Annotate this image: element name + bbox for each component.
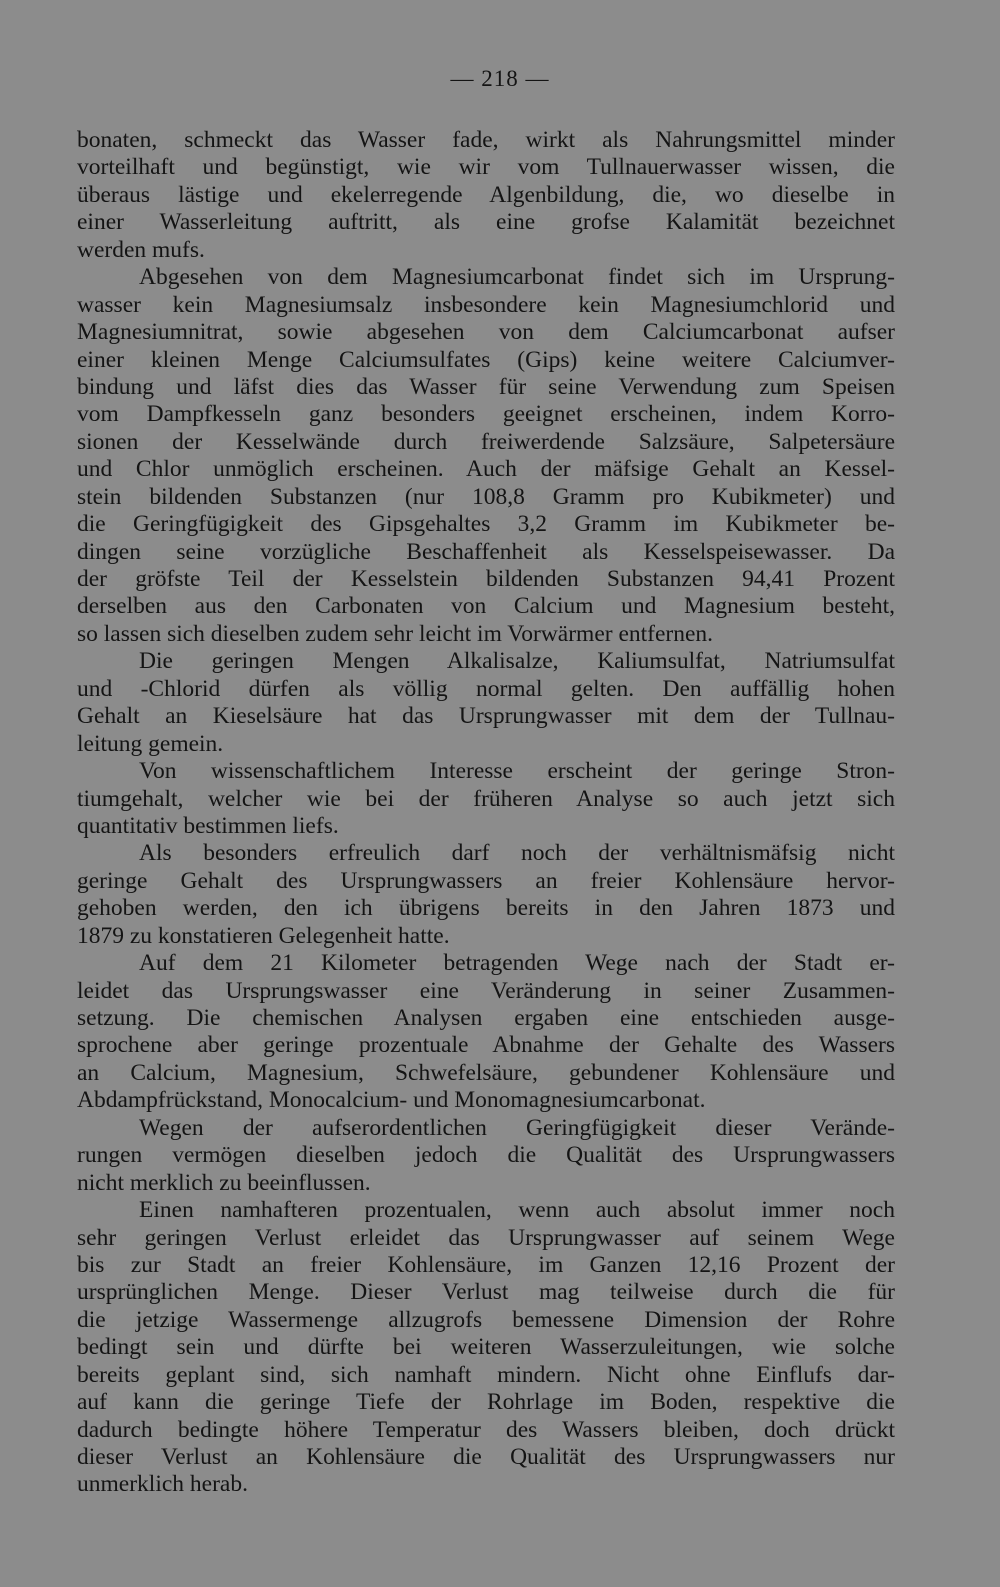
text-line: bonaten, schmeckt das Wasser fade, wirkt als Nahrungsmittel minder xyxy=(77,127,895,153)
text-line: so lassen sich dieselben zudem sehr leicht im Vorwärmer entfernen. xyxy=(77,620,714,647)
text-line: leitung gemein. xyxy=(77,730,224,757)
text-line: vom Dampfkesseln ganz besonders geeignet erscheinen, indem Korro- xyxy=(77,401,895,428)
text-line: sprochene aber geringe prozentuale Abnahme der Gehalte des Wassers xyxy=(77,1032,895,1059)
text-line: werden mufs. xyxy=(77,236,205,263)
paragraph xyxy=(77,950,895,1115)
text-line: Die geringen Mengen Alkalisalze, Kaliumsulfat, Natriumsulfat xyxy=(139,648,895,675)
paragraph xyxy=(77,648,895,758)
paragraph xyxy=(77,127,895,264)
paragraph xyxy=(77,1115,895,1197)
text-line: bereits geplant sind, sich namhaft mindern. Nicht ohne Einflufs dar- xyxy=(77,1361,895,1388)
text-line: die jetzige Wassermenge allzugrofs bemessene Dimension der Rohre xyxy=(77,1306,895,1333)
text-line: nicht merklich zu beeinflussen. xyxy=(77,1169,371,1196)
text-line: stein bildenden Substanzen (nur 108,8 Gramm pro Kubikmeter) und xyxy=(77,483,895,510)
text-line: sehr geringen Verlust erleidet das Ursprungwasser auf seinem Wege xyxy=(77,1224,895,1251)
text-line: und -Chlorid dürfen als völlig normal gelten. Den auffällig hohen xyxy=(77,675,895,702)
page-number: — 218 — xyxy=(450,66,550,91)
text-line: Als besonders erfreulich darf noch der verhältnismäfsig nicht xyxy=(139,840,895,867)
text-line: unmerklich herab. xyxy=(77,1471,248,1498)
text-line: an Calcium, Magnesium, Schwefelsäure, gebundener Kohlensäure und xyxy=(77,1059,895,1086)
text-line: tiumgehalt, welcher wie bei der früheren Analyse so auch jetzt sich xyxy=(77,785,895,812)
text-line: bedingt sein und dürfte bei weiteren Wasserzuleitungen, wie solche xyxy=(77,1334,895,1361)
text-line: geringe Gehalt des Ursprungwassers an freier Kohlensäure hervor- xyxy=(77,867,895,894)
paragraph xyxy=(77,840,895,950)
text-line: bindung und läfst dies das Wasser für seine Verwendung zum Speisen xyxy=(77,373,895,400)
text-line: Wegen der aufserordentlichen Geringfügigkeit dieser Verände- xyxy=(139,1114,895,1141)
text-line: dingen seine vorzügliche Beschaffenheit als Kesselspeisewasser. Da xyxy=(77,538,895,565)
text-line: bis zur Stadt an freier Kohlensäure, im Ganzen 12,16 Prozent der xyxy=(77,1251,895,1278)
text-line: Abdampfrückstand, Monocalcium- und Monomagnesiumcarbonat. xyxy=(77,1087,706,1114)
text-line: derselben aus den Carbonaten von Calcium und Magnesium besteht, xyxy=(77,593,895,620)
text-line: sionen der Kesselwände durch freiwerdende Salzsäure, Salpetersäure xyxy=(77,428,895,455)
text-line: gehoben werden, den ich übrigens bereits in den Jahren 1873 und xyxy=(77,895,895,922)
text-line: leidet das Ursprungswasser eine Veränderung in seiner Zusammen- xyxy=(77,977,895,1004)
text-line: einer kleinen Menge Calciumsulfates (Gips) keine weitere Calciumver- xyxy=(77,346,895,373)
text-line: Auf dem 21 Kilometer betragenden Wege nach der Stadt er- xyxy=(139,950,895,977)
text-line: Einen namhafteren prozentualen, wenn auch absolut immer noch xyxy=(139,1197,895,1224)
body-text xyxy=(77,127,895,1499)
text-line: dadurch bedingte höhere Temperatur des Wassers bleiben, doch drückt xyxy=(77,1416,895,1443)
text-line: wasser kein Magnesiumsalz insbesondere kein Magnesiumchlorid und xyxy=(77,291,895,318)
text-line: dieser Verlust an Kohlensäure die Qualität des Ursprungwassers nur xyxy=(77,1444,895,1470)
text-line: die Geringfügigkeit des Gipsgehaltes 3,2 Gramm im Kubikmeter be- xyxy=(77,511,895,538)
text-line: Abgesehen von dem Magnesiumcarbonat findet sich im Ursprung- xyxy=(139,264,895,291)
paragraph xyxy=(77,264,895,648)
text-line: quantitativ bestimmen liefs. xyxy=(77,812,339,839)
paragraph xyxy=(77,758,895,840)
text-line: der gröfste Teil der Kesselstein bildenden Substanzen 94,41 Prozent xyxy=(77,566,895,592)
text-line: vorteilhaft und begünstigt, wie wir vom Tullnauerwasser wissen, die xyxy=(77,154,895,181)
paragraph xyxy=(77,1197,895,1499)
text-line: auf kann die geringe Tiefe der Rohrlage im Boden, respektive die xyxy=(77,1389,895,1416)
text-line: ursprünglichen Menge. Dieser Verlust mag teilweise durch die für xyxy=(77,1279,895,1306)
text-line: setzung. Die chemischen Analysen ergaben eine entschieden ausge- xyxy=(77,1005,895,1031)
text-line: einer Wasserleitung auftritt, als eine grofse Kalamität bezeichnet xyxy=(77,209,895,236)
text-line: überaus lästige und ekelerregende Algenbildung, die, wo dieselbe in xyxy=(77,181,895,208)
text-line: rungen vermögen dieselben jedoch die Qualität des Ursprungwassers xyxy=(77,1142,895,1169)
text-line: Von wissenschaftlichem Interesse erscheint der geringe Stron- xyxy=(139,758,895,785)
text-line: 1879 zu konstatieren Gelegenheit hatte. xyxy=(77,922,450,949)
text-line: Gehalt an Kieselsäure hat das Ursprungwasser mit dem der Tullnau- xyxy=(77,703,895,730)
text-line: und Chlor unmöglich erscheinen. Auch der mäfsige Gehalt an Kessel- xyxy=(77,456,895,483)
text-line: Magnesiumnitrat, sowie abgesehen von dem Calciumcarbonat aufser xyxy=(77,319,895,346)
